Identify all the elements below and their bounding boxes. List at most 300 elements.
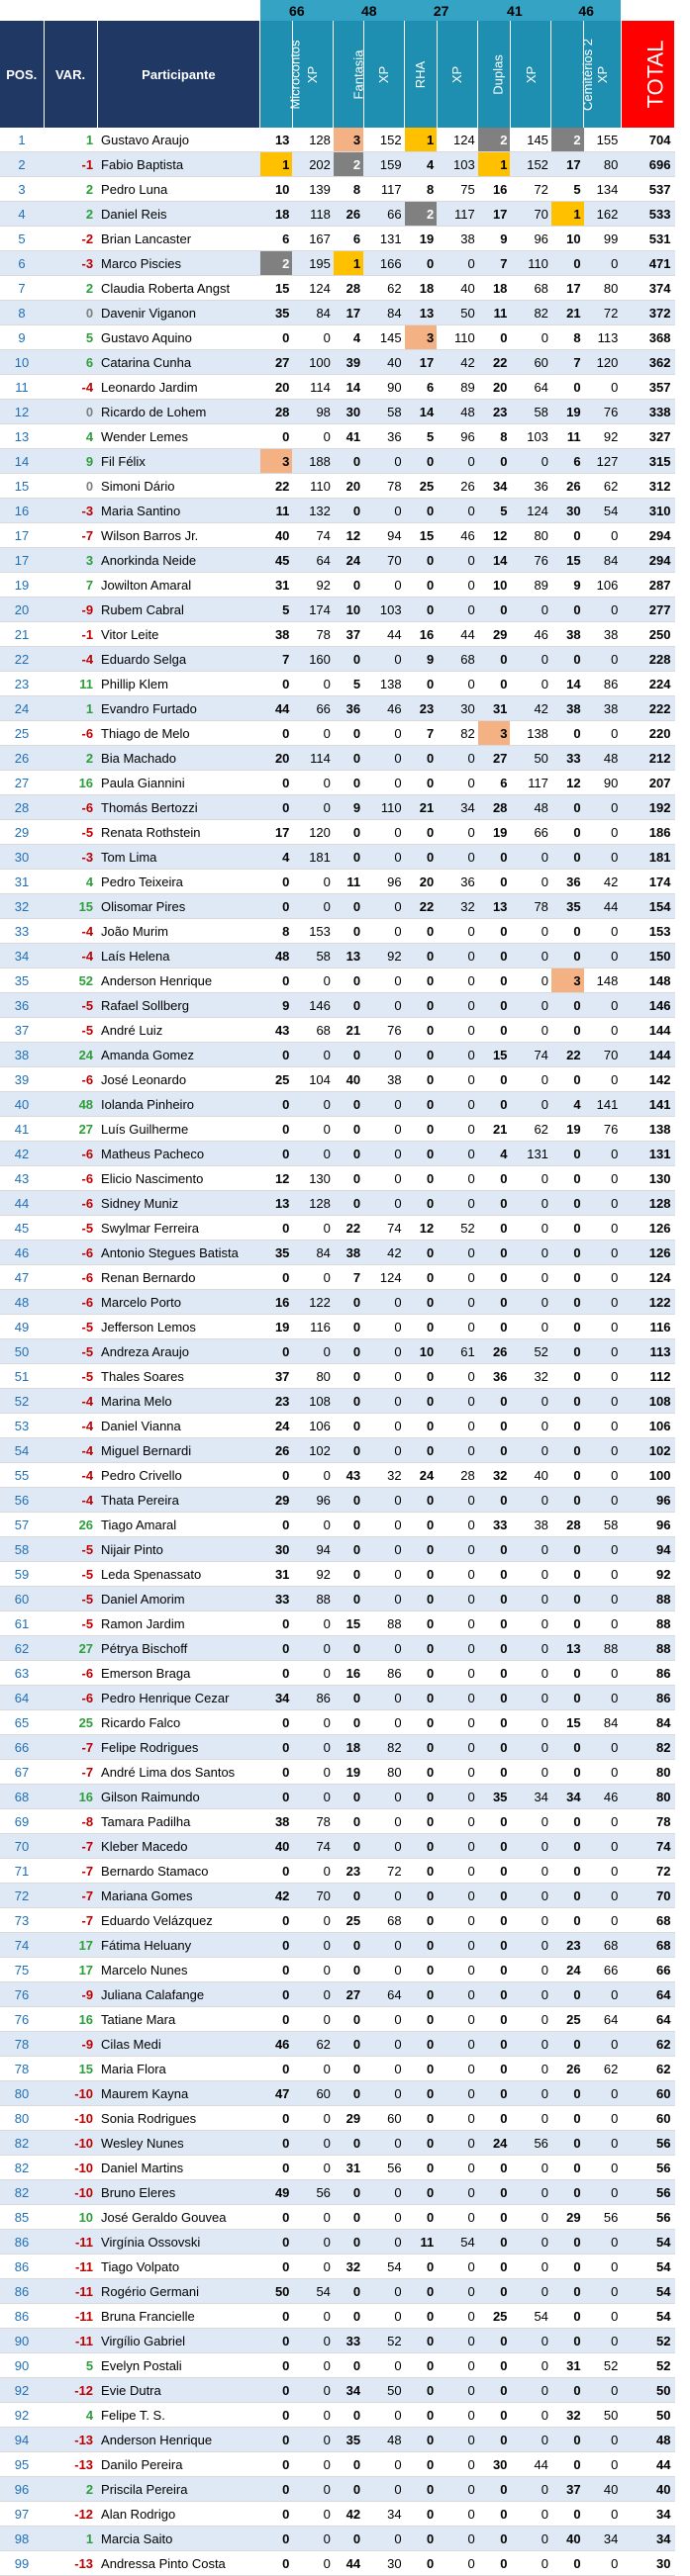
table-row [0,1834,675,1859]
variation-cell: -5 [44,1216,97,1241]
xp-cell: 50 [510,746,551,771]
rank-cell: 0 [405,2180,438,2205]
variation-cell: -4 [44,1414,97,1438]
xp-cell: 0 [292,2106,334,2131]
xp-cell: 0 [437,944,478,968]
rank-cell: 37 [551,2477,584,2502]
xp-cell: 0 [510,1710,551,1735]
xp-cell: 0 [437,1092,478,1117]
xp-cell: 0 [363,2527,405,2551]
xp-cell: 0 [363,919,405,944]
participant-name: Ricardo de Lohem [97,400,260,424]
rank-cell: 0 [260,1513,293,1537]
table-row [0,1908,675,1933]
rank-cell: 48 [260,944,293,968]
rank-cell: 0 [551,598,584,622]
rank-cell: 0 [478,2007,511,2032]
xp-cell: 0 [510,870,551,894]
header-xp: XP [584,21,622,128]
total-cell: 88 [621,1636,674,1661]
xp-cell: 0 [437,1661,478,1686]
xp-cell: 54 [363,2254,405,2279]
xp-cell: 84 [363,301,405,325]
rank-cell: 12 [551,771,584,795]
variation-cell: 5 [44,325,97,350]
xp-cell: 0 [292,1463,334,1488]
rank-cell: 0 [405,1908,438,1933]
rank-cell: 26 [260,1438,293,1463]
xp-cell: 82 [510,301,551,325]
xp-cell: 0 [584,2329,622,2353]
rank-cell: 24 [260,1414,293,1438]
total-cell: 48 [621,2428,674,2452]
xp-cell: 0 [437,1611,478,1636]
xp-cell: 0 [292,1142,334,1166]
xp-cell: 0 [437,771,478,795]
rank-cell: 21 [478,1117,511,1142]
rank-cell: 0 [334,1315,363,1339]
xp-cell: 0 [437,1290,478,1315]
total-cell: 116 [621,1315,674,1339]
variation-cell: -11 [44,2230,97,2254]
xp-cell: 0 [437,2428,478,2452]
count-cemiterios: 46 [551,0,621,21]
xp-cell: 0 [584,2131,622,2156]
rank-cell: 0 [260,2254,293,2279]
rank-cell: 14 [478,548,511,573]
xp-cell: 62 [510,1117,551,1142]
rank-cell: 0 [478,2527,511,2551]
total-cell: 84 [621,1710,674,1735]
rank-cell: 33 [478,1513,511,1537]
participant-name: Marco Piscies [97,251,260,276]
total-cell: 102 [621,1438,674,1463]
variation-cell: -7 [44,1908,97,1933]
total-cell: 40 [621,2477,674,2502]
xp-cell: 0 [584,1438,622,1463]
participant-name: Tiago Volpato [97,2254,260,2279]
position-cell: 86 [0,2279,44,2304]
rank-cell: 0 [551,1809,584,1834]
xp-cell: 0 [292,2452,334,2477]
rank-cell: 0 [260,1265,293,1290]
xp-cell: 0 [510,647,551,672]
xp-cell: 0 [584,1216,622,1241]
rank-cell: 0 [405,845,438,870]
variation-cell: -8 [44,1809,97,1834]
table-row [0,1785,675,1809]
xp-cell: 139 [292,177,334,202]
rank-cell: 0 [478,1611,511,1636]
table-row [0,2279,675,2304]
rank-cell: 0 [551,721,584,746]
rank-cell: 0 [405,1043,438,1067]
rank-cell: 10 [405,1339,438,1364]
xp-cell: 0 [584,1339,622,1364]
xp-cell: 106 [584,573,622,598]
total-cell: 220 [621,721,674,746]
rank-cell: 0 [478,2230,511,2254]
table-row [0,1636,675,1661]
xp-cell: 0 [510,919,551,944]
rank-cell: 17 [478,202,511,227]
rank-cell: 0 [551,2180,584,2205]
xp-cell: 0 [363,1785,405,1809]
xp-cell: 0 [437,598,478,622]
rank-cell: 0 [478,1067,511,1092]
rank-cell: 12 [334,523,363,548]
xp-cell: 42 [437,350,478,375]
total-cell: 78 [621,1809,674,1834]
rank-cell: 23 [551,1933,584,1958]
xp-cell: 84 [584,1710,622,1735]
rank-cell: 4 [551,1092,584,1117]
rank-cell: 0 [551,2279,584,2304]
xp-cell: 0 [292,1908,334,1933]
xp-cell: 0 [437,2254,478,2279]
variation-cell: 4 [44,870,97,894]
rank-cell: 33 [260,1587,293,1611]
rank-cell: 32 [478,1463,511,1488]
rank-cell: 0 [478,1686,511,1710]
rank-cell: 0 [260,2527,293,2551]
table-row [0,993,675,1018]
rank-cell: 0 [334,449,363,474]
xp-cell: 82 [437,721,478,746]
rank-cell: 15 [405,523,438,548]
xp-cell: 0 [363,746,405,771]
rank-cell: 0 [551,1389,584,1414]
xp-cell: 56 [584,2205,622,2230]
rank-cell: 0 [405,1191,438,1216]
rank-cell: 0 [405,2551,438,2576]
xp-cell: 0 [437,2378,478,2403]
xp-cell: 0 [584,2156,622,2180]
xp-cell: 0 [292,1216,334,1241]
rank-cell: 38 [334,1241,363,1265]
xp-cell: 0 [363,2032,405,2057]
variation-cell: -11 [44,2279,97,2304]
xp-cell: 96 [437,424,478,449]
xp-cell: 0 [437,2353,478,2378]
xp-cell: 26 [437,474,478,499]
xp-cell: 0 [437,2106,478,2131]
rank-cell: 0 [551,1241,584,1265]
rank-cell: 22 [478,350,511,375]
xp-cell: 36 [437,870,478,894]
xp-cell: 148 [584,968,622,993]
xp-cell: 103 [510,424,551,449]
rank-cell: 0 [260,2106,293,2131]
xp-cell: 0 [363,1958,405,1982]
rank-cell: 34 [551,1785,584,1809]
xp-cell: 0 [437,1809,478,1834]
position-cell: 82 [0,2156,44,2180]
variation-cell: -9 [44,598,97,622]
xp-cell: 0 [363,1884,405,1908]
total-cell: 70 [621,1884,674,1908]
variation-cell: -10 [44,2180,97,2205]
xp-cell: 76 [363,1018,405,1043]
position-cell: 94 [0,2428,44,2452]
position-cell: 70 [0,1834,44,1859]
rank-cell: 0 [405,1117,438,1142]
xp-cell: 166 [363,251,405,276]
table-row [0,771,675,795]
rank-cell: 47 [260,2081,293,2106]
table-row [0,2057,675,2081]
xp-cell: 82 [363,1735,405,1760]
position-cell: 65 [0,1710,44,1735]
rank-cell: 0 [405,1142,438,1166]
participant-name: Andressa Pinto Costa [97,2551,260,2576]
total-cell: 60 [621,2081,674,2106]
position-cell: 12 [0,400,44,424]
total-cell: 372 [621,301,674,325]
xp-cell: 0 [437,672,478,696]
total-cell: 108 [621,1389,674,1414]
xp-cell: 0 [510,1166,551,1191]
xp-cell: 42 [510,696,551,721]
xp-cell: 0 [437,1537,478,1562]
rank-cell: 0 [260,2378,293,2403]
rank-cell: 0 [478,870,511,894]
position-cell: 73 [0,1908,44,1933]
table-row [0,2477,675,2502]
xp-cell: 195 [292,251,334,276]
participant-name: Rogério Germani [97,2279,260,2304]
rank-cell: 0 [551,1834,584,1859]
table-row [0,474,675,499]
xp-cell: 0 [363,993,405,1018]
rank-cell: 8 [551,325,584,350]
xp-cell: 84 [584,548,622,573]
variation-cell: 3 [44,548,97,573]
table-row [0,696,675,721]
rank-cell: 17 [405,350,438,375]
rank-cell: 34 [334,2378,363,2403]
position-cell: 86 [0,2230,44,2254]
xp-cell: 0 [510,1809,551,1834]
xp-cell: 0 [363,449,405,474]
participant-name: Amanda Gomez [97,1043,260,1067]
xp-cell: 0 [437,1785,478,1809]
position-cell: 13 [0,424,44,449]
xp-cell: 0 [437,2502,478,2527]
variation-cell: -11 [44,2304,97,2329]
rank-cell: 3 [405,325,438,350]
participant-name: André Lima dos Santos [97,1760,260,1785]
rank-cell: 0 [260,870,293,894]
rank-cell: 0 [334,2279,363,2304]
variation-cell: 10 [44,2205,97,2230]
position-cell: 71 [0,1859,44,1884]
participant-name: Maria Santino [97,499,260,523]
xp-cell: 106 [292,1414,334,1438]
participant-name: Jefferson Lemos [97,1315,260,1339]
position-cell: 14 [0,449,44,474]
rank-cell: 0 [478,1092,511,1117]
header-row [0,21,675,128]
xp-cell: 0 [584,1290,622,1315]
rank-cell: 11 [551,424,584,449]
position-cell: 76 [0,1982,44,2007]
xp-cell: 0 [363,845,405,870]
xp-cell: 0 [510,2106,551,2131]
rank-cell: 6 [334,227,363,251]
xp-cell: 34 [584,2527,622,2551]
xp-cell: 0 [437,1933,478,1958]
position-cell: 21 [0,622,44,647]
xp-cell: 30 [363,2551,405,2576]
variation-cell: -7 [44,1735,97,1760]
table-row [0,375,675,400]
rank-cell: 0 [334,1191,363,1216]
xp-cell: 64 [363,1982,405,2007]
position-cell: 74 [0,1933,44,1958]
table-row [0,870,675,894]
position-cell: 36 [0,993,44,1018]
rank-cell: 27 [260,350,293,375]
table-row [0,400,675,424]
rank-cell: 0 [405,1265,438,1290]
rank-cell: 0 [334,2205,363,2230]
xp-cell: 0 [437,1834,478,1859]
xp-cell: 0 [584,1834,622,1859]
position-cell: 55 [0,1463,44,1488]
rank-cell: 10 [478,573,511,598]
xp-cell: 155 [584,128,622,152]
position-cell: 44 [0,1191,44,1216]
xp-cell: 68 [437,647,478,672]
rank-cell: 0 [551,2378,584,2403]
xp-cell: 88 [584,1636,622,1661]
xp-cell: 0 [363,1834,405,1859]
variation-cell: 4 [44,424,97,449]
xp-cell: 128 [292,128,334,152]
xp-cell: 120 [584,350,622,375]
participant-name: Tatiane Mara [97,2007,260,2032]
total-cell: 56 [621,2156,674,2180]
position-cell: 92 [0,2378,44,2403]
table-row [0,2032,675,2057]
xp-cell: 0 [510,1834,551,1859]
rank-cell: 0 [478,2081,511,2106]
table-row [0,2205,675,2230]
total-cell: 153 [621,919,674,944]
rank-cell: 32 [334,2254,363,2279]
xp-cell: 0 [584,721,622,746]
xp-cell: 46 [510,622,551,647]
total-cell: 696 [621,152,674,177]
xp-cell: 0 [292,894,334,919]
xp-cell: 0 [437,2081,478,2106]
count-duplas: 41 [478,0,551,21]
rank-cell: 0 [551,375,584,400]
position-cell: 86 [0,2304,44,2329]
xp-cell: 58 [584,1513,622,1537]
total-cell: 30 [621,2551,674,2576]
rank-cell: 0 [478,2032,511,2057]
xp-cell: 0 [584,2032,622,2057]
variation-cell: -6 [44,1290,97,1315]
table-row [0,2131,675,2156]
rank-cell: 13 [478,894,511,919]
table-row [0,202,675,227]
rank-cell: 0 [334,2452,363,2477]
header-pos: POS. [0,21,44,128]
position-cell: 9 [0,325,44,350]
xp-cell: 0 [292,2254,334,2279]
position-cell: 29 [0,820,44,845]
xp-cell: 0 [363,1710,405,1735]
xp-cell: 0 [292,1636,334,1661]
table-row [0,251,675,276]
xp-cell: 0 [437,1859,478,1884]
rank-cell: 0 [405,598,438,622]
rank-cell: 0 [405,2205,438,2230]
total-cell: 66 [621,1958,674,1982]
rank-cell: 28 [334,276,363,301]
xp-cell: 0 [437,2329,478,2353]
xp-cell: 94 [292,1537,334,1562]
variation-cell: -4 [44,1389,97,1414]
rank-cell: 0 [405,548,438,573]
xp-cell: 0 [510,1760,551,1785]
xp-cell: 72 [510,177,551,202]
rank-cell: 40 [551,2527,584,2551]
xp-cell: 0 [510,1661,551,1686]
total-cell: 148 [621,968,674,993]
rank-cell: 8 [334,177,363,202]
variation-cell: -4 [44,1463,97,1488]
participant-name: Renata Rothstein [97,820,260,845]
rank-cell: 15 [551,548,584,573]
xp-cell: 88 [363,1611,405,1636]
xp-cell: 0 [437,2452,478,2477]
rank-cell: 0 [405,1760,438,1785]
participant-name: Juliana Calafange [97,1982,260,2007]
rank-cell: 0 [405,1735,438,1760]
xp-cell: 0 [292,1760,334,1785]
variation-cell: -6 [44,1166,97,1191]
rank-cell: 0 [334,1043,363,1067]
xp-cell: 0 [363,1513,405,1537]
total-cell: 56 [621,2131,674,2156]
xp-cell: 0 [437,1884,478,1908]
position-cell: 47 [0,1265,44,1290]
rank-cell: 29 [260,1488,293,1513]
xp-cell: 0 [584,251,622,276]
position-cell: 27 [0,771,44,795]
total-cell: 34 [621,2502,674,2527]
xp-cell: 0 [292,2230,334,2254]
xp-cell: 64 [510,375,551,400]
table-row [0,1364,675,1389]
rank-cell: 13 [260,1191,293,1216]
xp-cell: 62 [292,2032,334,2057]
xp-cell: 0 [363,499,405,523]
participant-name: Andreza Araujo [97,1339,260,1364]
variation-cell: -3 [44,251,97,276]
rank-cell: 20 [260,375,293,400]
rank-cell: 0 [551,944,584,968]
xp-cell: 38 [510,1513,551,1537]
xp-cell: 68 [584,1933,622,1958]
xp-cell: 0 [292,2502,334,2527]
xp-cell: 80 [292,1364,334,1389]
xp-cell: 0 [510,2057,551,2081]
